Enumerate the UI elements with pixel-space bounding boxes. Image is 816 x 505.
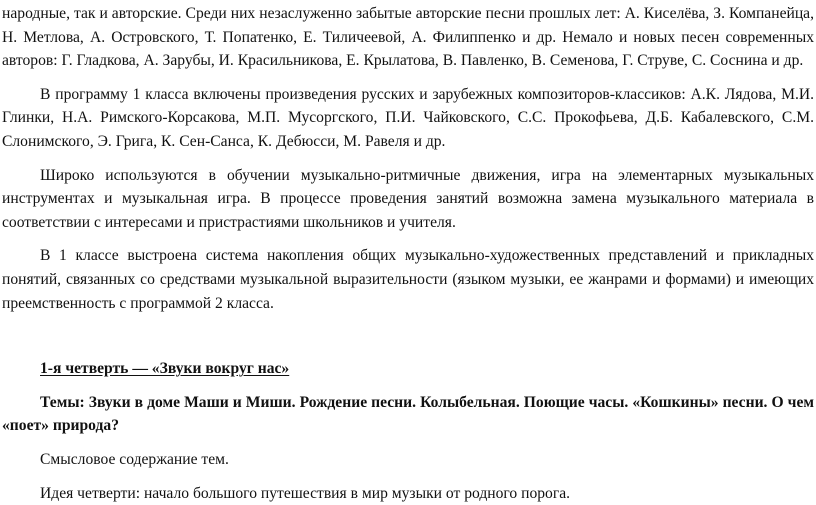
semantic-content-line: Смысловое содержание тем. [40,448,814,472]
paragraph-composers: В программу 1 класса включены произведения русских и зарубежных композиторов-классиков: А.К. Лядова, М.И. Глинки, Н.А. Римского-Корсакова, М.П. Мусоргского, П.И. Чайковского, С.С. Прокофьева, Д.Б. Кабалевского, С.М. Слонимского, Э. Грига, К. Сен-Санса, К. Дебюсси, М. Равеля и др. [2,83,814,154]
quarter-idea-line: Идея четверти: начало большого путешествия в мир музыки от родного порога. [40,482,814,505]
paragraph-activities: Широко используются в обучении музыкально-ритмичные движения, игра на элементарных музыкальных инструментах и музыкальная игра. В процессе проведения занятий возможна замена музыкального материала в соответствии с интересами и пристрастиями школьников и учителя. [2,164,814,235]
paragraph-system: В 1 классе выстроена система накопления общих музыкально-художественных представлений и прикладных понятий, связанных со средствами музыкальной выразительности (языком музыки, ее жанрами и формами) и имеющих преемственность с программой 2 класса. [2,244,814,315]
paragraph-authors: народные, так и авторские. Среди них незаслуженно забытые авторские песни прошлых лет: А. Киселёва, З. Компанейца, Н. Метлова, А. Островского, Т. Попатенко, Е. Тиличеевой, А. Филиппенко и др. Немало и новых песен современных авторов: Г. Гладкова, А. Зарубы, И. Красильникова, Е. Крылатова, В. Павленко, В. Семенова, Г. Струве, С. Соснина и др. [2,2,814,73]
section-heading: 1-я четверть — «Звуки вокруг нас» [40,357,814,381]
themes-list: Темы: Звуки в доме Маши и Миши. Рождение песни. Колыбельная. Поющие часы. «Кошкины» песни. О чем «поет» природа? [2,391,814,438]
